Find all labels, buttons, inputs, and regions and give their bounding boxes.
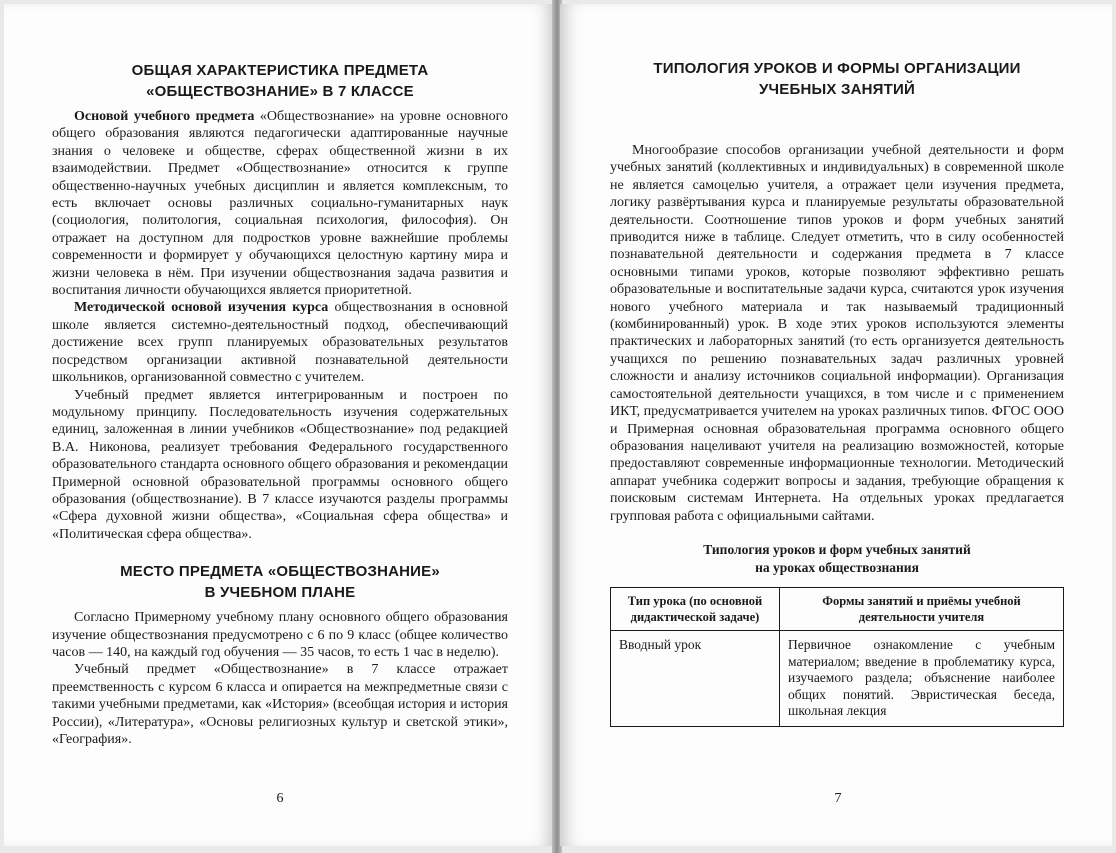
heading-curriculum-place: МЕСТО ПРЕДМЕТА «ОБЩЕСТВОЗНАНИЕ» В УЧЕБНОМ ПЛАНЕ [120,563,440,602]
right-page [560,4,1112,846]
bold-lead: Методической основой изучения курса [74,300,329,316]
table-row [611,630,1064,726]
paragraph-continuity: Учебный предмет «Обществознание» в 7 классе отражает преемственность с курсом 6 класса и опирается на межпредметные связи с такими учебными предметами, как «История» (всеобщая история и история России), «Литература», «Основы религиозных культур и светской этики», «География». [52,662,508,747]
left-page [4,4,554,846]
table-cell-lesson-type: Вводный урок [611,630,780,726]
paragraph-text: обществознания в основной школе является системно-деятельностный подход, обеспечивающий достижение всех групп планируемых образовательных результатов посредством организации активной познавательной деятельности школьников, организованной совместно с учителем. [52,300,509,386]
heading-general-characteristics: ОБЩАЯ ХАРАКТЕРИСТИКА ПРЕДМЕТА «ОБЩЕСТВОЗНАНИЕ» В 7 КЛАССЕ [131,62,429,100]
table-header-lesson-type: Тип урока (по основной дидактической задаче) [611,587,780,630]
table-caption: Типология уроков и форм учебных занятий на уроках обществознания [703,541,971,575]
table-header-row [611,587,1064,630]
page-number-left: 6 [276,791,284,806]
paragraph-text: «Обществознание» на уровне основного общего образования являются педагогически адаптированные научные знания о человеке и обществе, сферах общественной жизни в их взаимодействии. Предмет «Обществознание» относится к группе общественно-научных учебных дисциплин и является комплексным, то есть включает основы различных социально-гуманитарных наук (социология, политология, социальная психология, философия). Он отражает на доступном для подростков уровне важнейшие проблемы современности и формирует у обучающихся целостную картину мира и жизни человека в нём. При изучении обществознания задача развития и воспитания личности обучающихся является приоритетной. [52,109,508,299]
paragraph-lesson-organization: Многообразие способов организации учебной деятельности и форм учебных занятий (коллективных и индивидуальных) в современной школе не является самоцелью учителя, а отражает цели изучения предмета, логику развёртывания курса и планируемые результаты образовательной деятельности. Соотношение типов уроков и форм учебных занятий приводится ниже в таблице. Следует отметить, что в силу особенностей познавательной деятельности и содержания предмета в 7 классе основными типами уроков, которые позволяют эффективно решать образовательные и воспитательные задачи курса, считаются урок изучения нового учебного материала и так называемый традиционный (комбинированный) урок. В ходе этих уроков используются элементы практических и лабораторных занятий (то есть организуется деятельность учащихся по решению познавательных задач различных уровней сложности и анализу источников социальной информации). Организация самостоятельной деятельности учащихся, в том числе и с применением ИКТ, предусматривается учителем на уроках различных типов. ФГОС ООО и Примерная основная образовательная программа основного общего образования нацеливают учителя на реализацию возможностей, которые предоставляют современные информационные технологии. Методический аппарат учебника содержит вопросы и задания, требующие обращения к поисковым системам Интернета. На отдельных уроках предлагается групповая работа с официальными сайтами. [610,143,1064,524]
paragraph-subject-basis [52,108,508,299]
paragraph-methodical-basis [52,299,508,386]
table-header-lesson-forms: Формы занятий и приёмы учебной деятельности учителя [780,587,1064,630]
table-cell-lesson-forms: Первичное ознакомление с учебным материалом; введение в проблематику курса, изучаемого раздела; объяснение наиболее общих понятий. Эвристическая беседа, школьная лекция [780,630,1064,726]
paragraph-curriculum-hours: Согласно Примерному учебному плану основного общего образования изучение обществознания предусмотрено с 6 по 9 класс (общее количество часов — 140, на каждый год обучения — 35 часов, то есть 1 час в неделю). [52,610,508,660]
paragraph-integrated-subject: Учебный предмет является интегрированным и построен по модульному принципу. Последовательность изучения содержательных единиц, заложенная в линии учебников «Обществознание» под редакцией В.А. Никонова, реализует требования Федерального государственного образовательного стандарта основного общего образования и рекомендации Примерной основной образовательной программы основного общего образования (обществознание). В 7 классе изучаются разделы программы «Сфера духовной жизни общества», «Социальная сфера общества» и «Политическая сфера общества». [52,387,508,542]
lesson-types-table [610,587,1064,727]
heading-lesson-typology: ТИПОЛОГИЯ УРОКОВ И ФОРМЫ ОРГАНИЗАЦИИ УЧЕБНЫХ ЗАНЯТИЙ [653,60,1021,98]
left-column [52,60,508,748]
bold-lead: Основой учебного предмета [74,109,255,124]
right-column [610,58,1064,727]
page-number-right: 7 [834,791,842,806]
